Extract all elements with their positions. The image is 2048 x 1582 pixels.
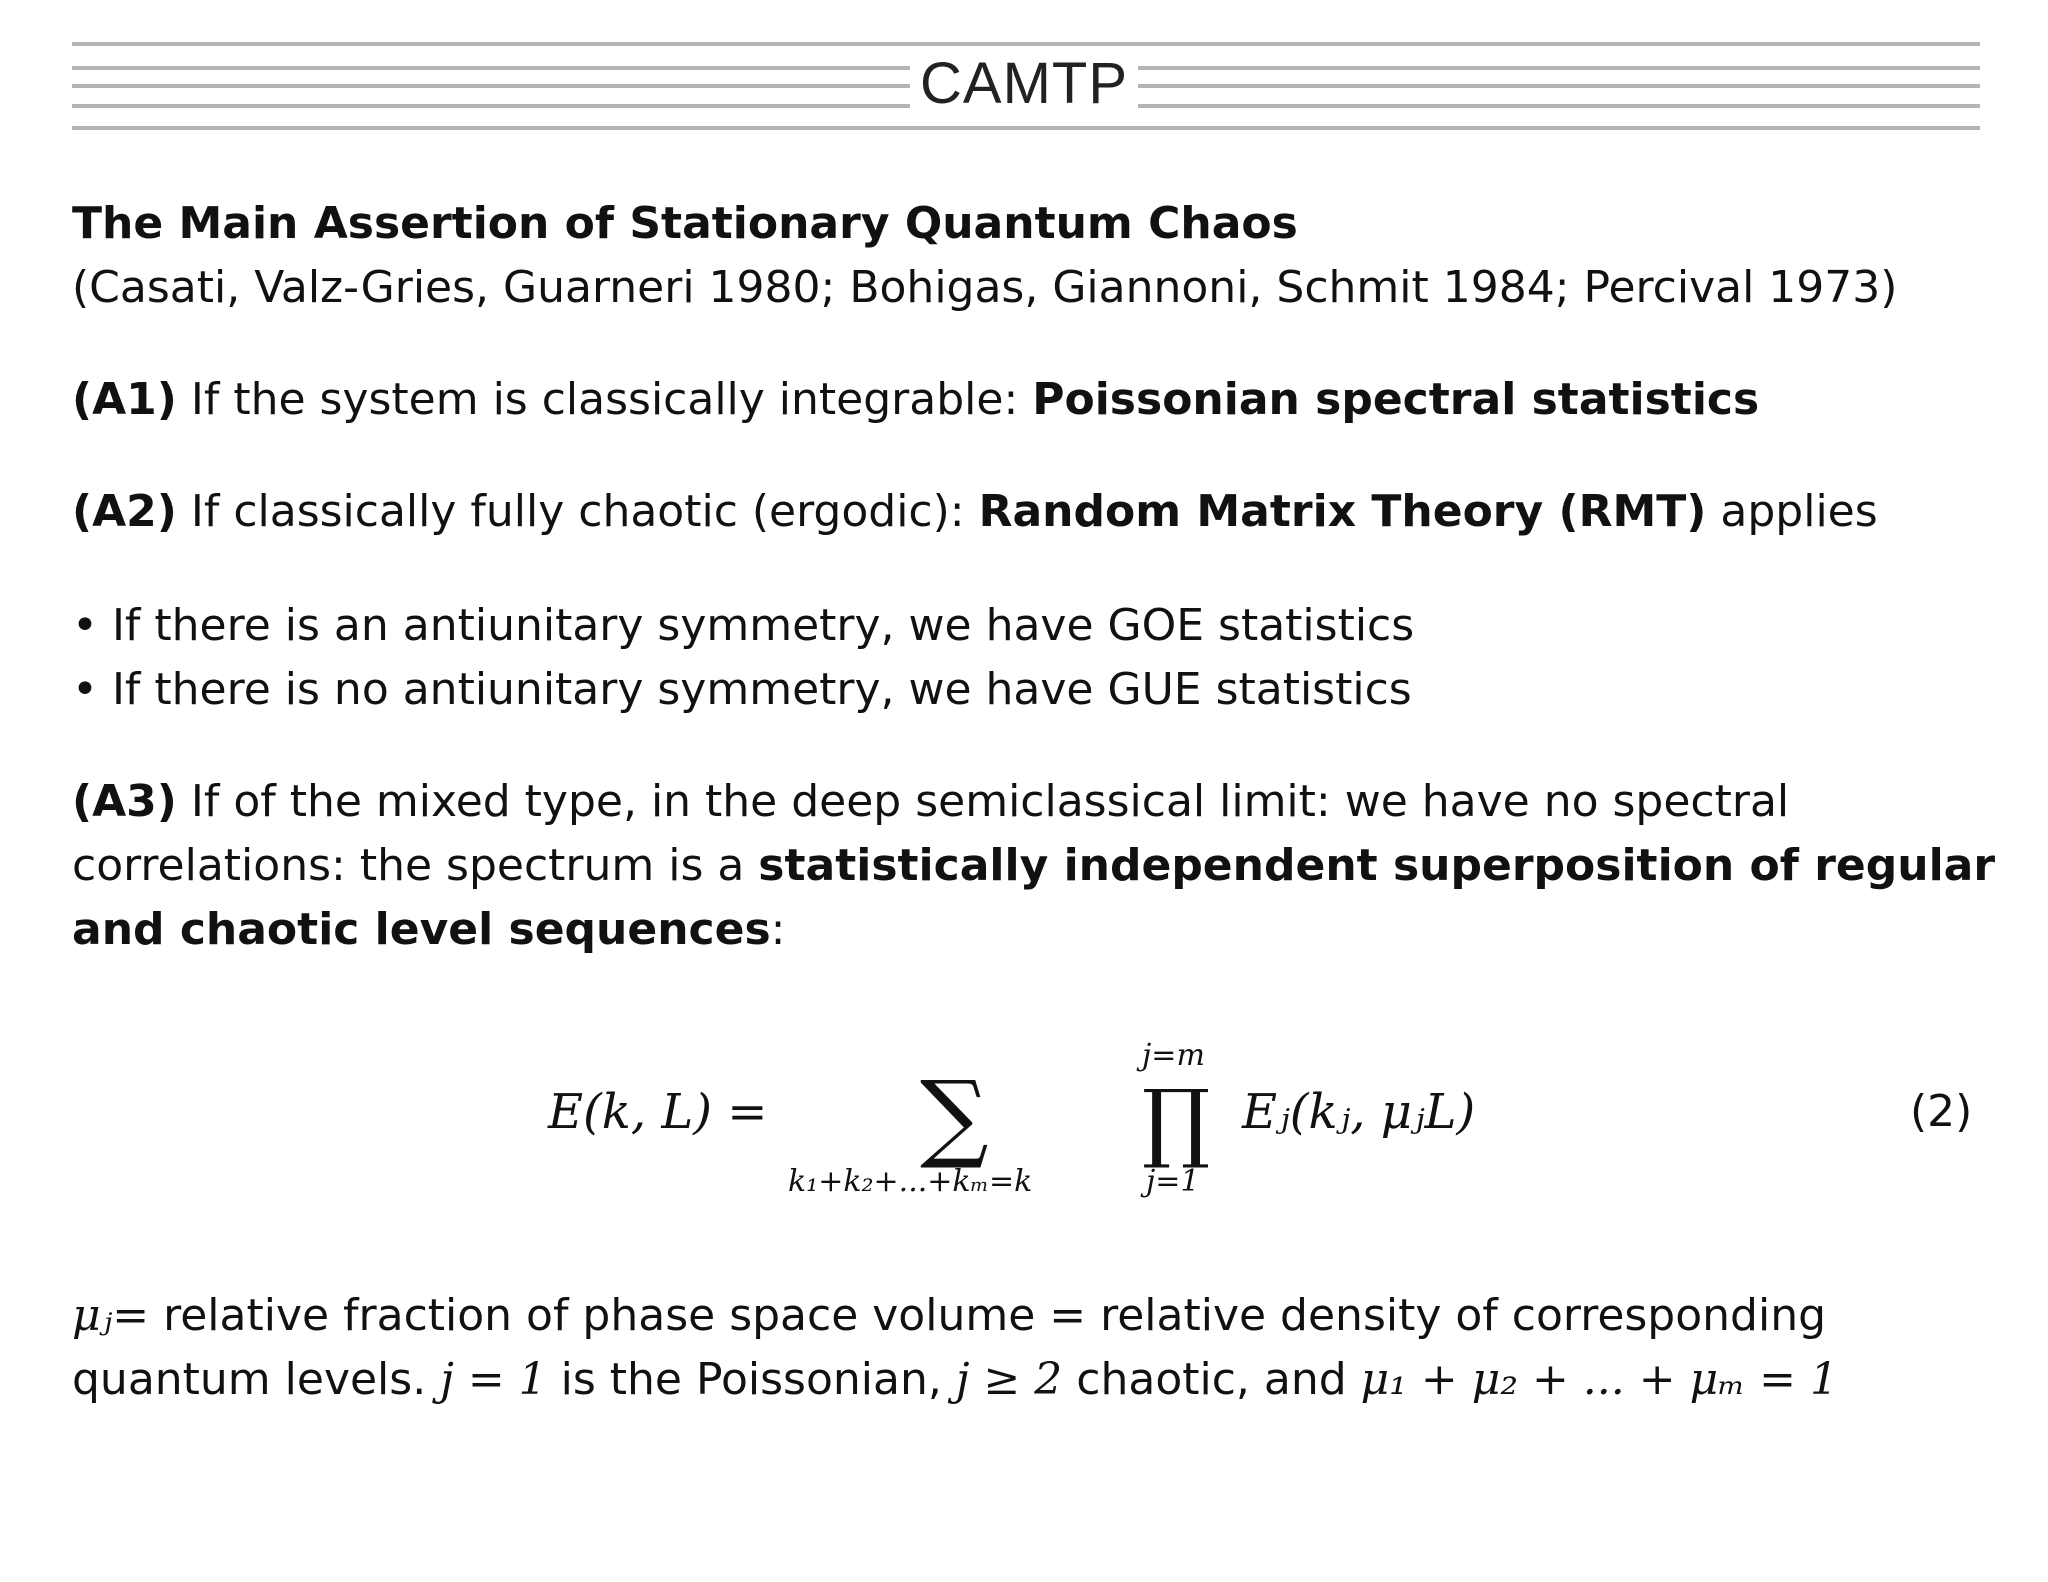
a2-label: (A2) xyxy=(72,486,177,537)
a3-line1: If of the mixed type, in the deep semiclassical limit: we have no spectral xyxy=(176,776,1790,827)
product-upper-limit: j=m xyxy=(1142,1038,1205,1073)
assertion-a2 xyxy=(72,480,1878,544)
bullet-icon: • xyxy=(72,600,98,651)
a1-text: If the system is classically integrable: xyxy=(176,374,1033,425)
a1-bold: Poissonian spectral statistics xyxy=(1032,374,1760,425)
a1-label: (A1) xyxy=(72,374,177,425)
header-rule xyxy=(72,42,1980,46)
header-title: CAMTP xyxy=(0,52,2048,116)
a3-line3-bold: and chaotic level sequences xyxy=(72,904,771,955)
math-j-geq-2: j ≥ 2 xyxy=(955,1354,1063,1405)
assertion-a1 xyxy=(72,368,1759,432)
footer-line2-a: quantum levels. xyxy=(72,1354,441,1405)
product-symbol: ∏ xyxy=(1142,1072,1211,1172)
sum-symbol: ∑ xyxy=(920,1060,989,1172)
footer-line2-c: chaotic, and xyxy=(1062,1354,1361,1405)
footer-line2-b: is the Poissonian, xyxy=(546,1354,956,1405)
footer-text xyxy=(72,1284,1838,1412)
list-item: • If there is no antiunitary symmetry, we have GUE statistics xyxy=(72,664,1412,715)
a2-text: If classically fully chaotic (ergodic): xyxy=(176,486,979,537)
slide-heading: The Main Assertion of Stationary Quantum Chaos xyxy=(72,198,1298,249)
assertion-a3 xyxy=(72,770,1995,962)
product-lower-limit: j=1 xyxy=(1146,1164,1200,1199)
a3-label: (A3) xyxy=(72,776,177,827)
equation-rhs: Eⱼ(kⱼ, μⱼL) xyxy=(1242,1084,1476,1140)
equation-lhs: E(k, L) = xyxy=(548,1084,768,1140)
a2-bold: Random Matrix Theory (RMT) xyxy=(978,486,1707,537)
bullet-icon: • xyxy=(72,664,98,715)
mu-j-symbol: μⱼ= xyxy=(72,1290,150,1341)
equation-2 xyxy=(0,1020,2048,1220)
bullet-list xyxy=(72,594,1414,722)
footer-line1: relative fraction of phase space volume = relative density of corresponding xyxy=(149,1290,1827,1341)
math-j-equals-1: j = 1 xyxy=(440,1354,547,1405)
header-rule xyxy=(72,126,1980,130)
list-item: • If there is an antiunitary symmetry, we have GOE statistics xyxy=(72,600,1415,651)
sum-limit: k₁+k₂+...+kₘ=k xyxy=(788,1164,1033,1199)
equation-number: (2) xyxy=(1910,1086,1973,1137)
a2-tail: applies xyxy=(1706,486,1878,537)
a3-line2-bold: statistically independent superposition of regular xyxy=(758,840,1996,891)
math-mu-sum: μ₁ + μ₂ + ... + μₘ = 1 xyxy=(1360,1354,1839,1405)
citation: (Casati, Valz-Gries, Guarneri 1980; Bohigas, Giannoni, Schmit 1984; Percival 1973) xyxy=(72,262,1898,313)
a3-line3-tail: : xyxy=(770,904,786,955)
a3-line2-plain: correlations: the spectrum is a xyxy=(72,840,759,891)
slide-heading-block xyxy=(72,192,1897,320)
slide-header xyxy=(0,0,2048,140)
